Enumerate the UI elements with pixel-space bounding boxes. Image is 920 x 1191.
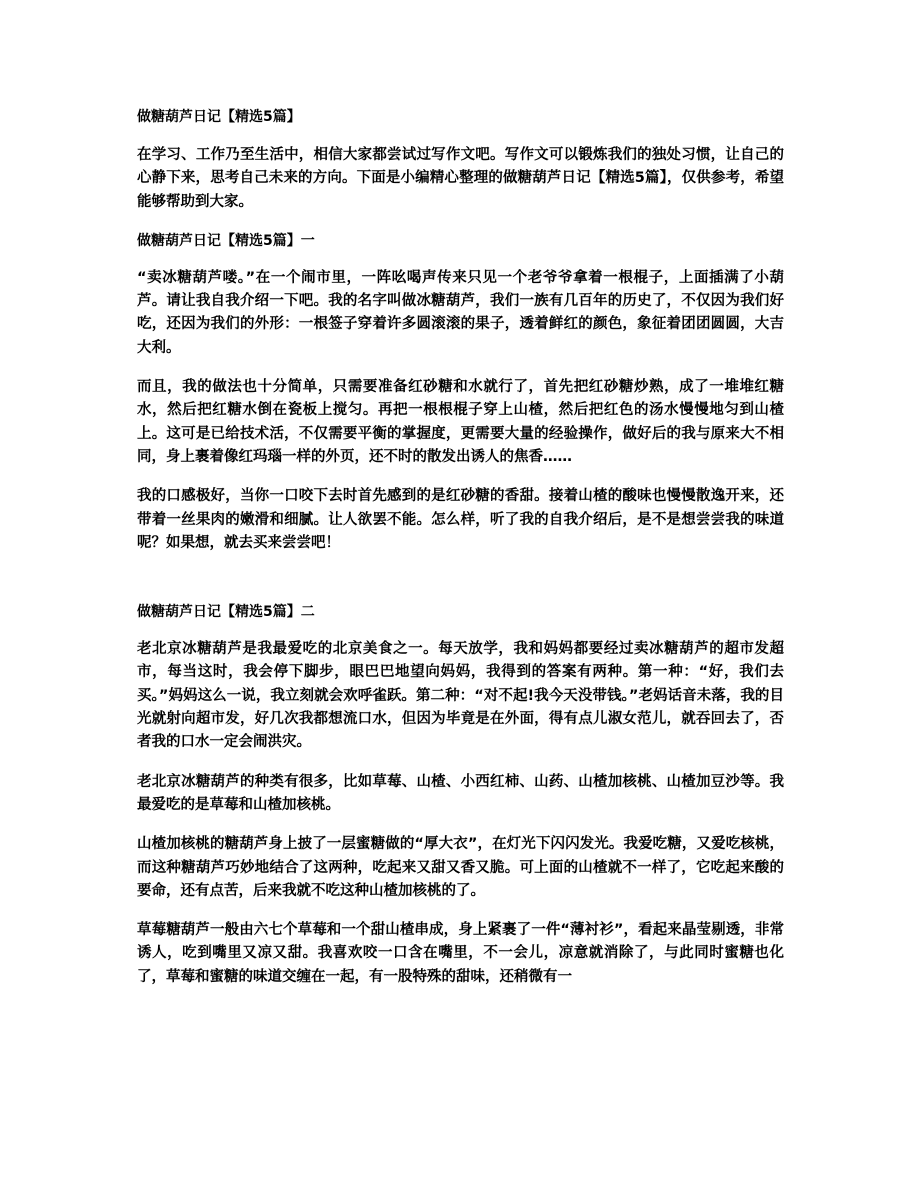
section-heading: 做糖葫芦日记【精选5篇】二 bbox=[137, 604, 315, 621]
section-one bbox=[137, 230, 784, 555]
intro-paragraph: 在学习、工作乃至生活中，相信大家都尝试过写作文吧。写作文可以锻炼我们的独处习惯，让自己的心静下来，思考自己未来的方向。下面是小编精心整理的做糖葫芦日记【精选5篇】，仅供参考，希望能够帮助到大家。 bbox=[137, 147, 784, 210]
paragraph: 草莓糖葫芦一般由六七个草莓和一个甜山楂串成，身上紧裹了一件“薄衬衫”，看起来晶莹剔透，非常诱人，吃到嘴里又凉又甜。我喜欢咬一口含在嘴里，不一会儿，凉意就消除了，与此同时蜜糖也化了，草莓和蜜糖的味道交缠在一起，有一股特殊的甜味，还稍微有一 bbox=[137, 922, 784, 985]
paragraph: 山楂加核桃的糖葫芦身上披了一层蜜糖做的“厚大衣”，在灯光下闪闪发光。我爱吃糖，又爱吃核桃，而这种糖葫芦巧妙地结合了这两种，吃起来又甜又香又脆。可上面的山楂就不一样了，它吃起来酸的要命，还有点苦，后来我就不吃这种山楂加核桃的了。 bbox=[137, 836, 784, 899]
paragraph: “卖冰糖葫芦喽。”在一个闹市里，一阵吆喝声传来只见一个老爷爷拿着一根棍子，上面插满了小葫芦。请让我自我介绍一下吧。我的名字叫做冰糖葫芦，我们一族有几百年的历史了，不仅因为我们好吃，还因为我们的外形：一根签子穿着许多圆滚滚的果子，透着鲜红的颜色，象征着团团圆圆，大吉大利。 bbox=[137, 269, 784, 356]
document-title: 做糖葫芦日记【精选5篇】 bbox=[137, 109, 301, 125]
paragraph: 老北京冰糖葫芦是我最爱吃的北京美食之一。每天放学，我和妈妈都要经过卖冰糖葫芦的超市发超市，每当这时，我会停下脚步，眼巴巴地望向妈妈，我得到的答案有两种。第一种：“好，我们去买。”妈妈这么一说，我立刻就会欢呼雀跃。第二种：“对不起!我今天没带钱。”老妈话音未落，我的目光就射向超市发，好几次我都想流口水，但因为毕竟是在外面，得有点儿淑女范儿，就吞回去了，否者我的口水一定会闹洪灾。 bbox=[137, 641, 784, 751]
section-two bbox=[137, 601, 784, 989]
paragraph: 而且，我的做法也十分简单，只需要准备红砂糖和水就行了，首先把红砂糖炒熟，成了一堆堆红糖水，然后把红糖水倒在瓷板上搅匀。再把一根根棍子穿上山楂，然后把红色的汤水慢慢地匀到山楂上。这可是已给技术活，不仅需要平衡的掌握度，更需要大量的经验操作，做好后的我与原来大不相同，身上裹着像红玛瑙一样的外页，还不时的散发出诱人的焦香…… bbox=[137, 379, 784, 465]
document-body bbox=[137, 106, 784, 1005]
paragraph: 我的口感极好，当你一口咬下去时首先感到的是红砂糖的香甜。接着山楂的酸味也慢慢散逸开来，还带着一丝果肉的嫩滑和细腻。让人欲罢不能。怎么样，听了我的自我介绍后，是不是想尝尝我的味道呢？如果想，就去买来尝尝吧！ bbox=[137, 488, 784, 551]
paragraph: 老北京冰糖葫芦的种类有很多，比如草莓、山楂、小西红柿、山药、山楂加核桃、山楂加豆沙等。我最爱吃的是草莓和山楂加核桃。 bbox=[137, 773, 784, 813]
section-heading: 做糖葫芦日记【精选5篇】一 bbox=[137, 232, 315, 249]
